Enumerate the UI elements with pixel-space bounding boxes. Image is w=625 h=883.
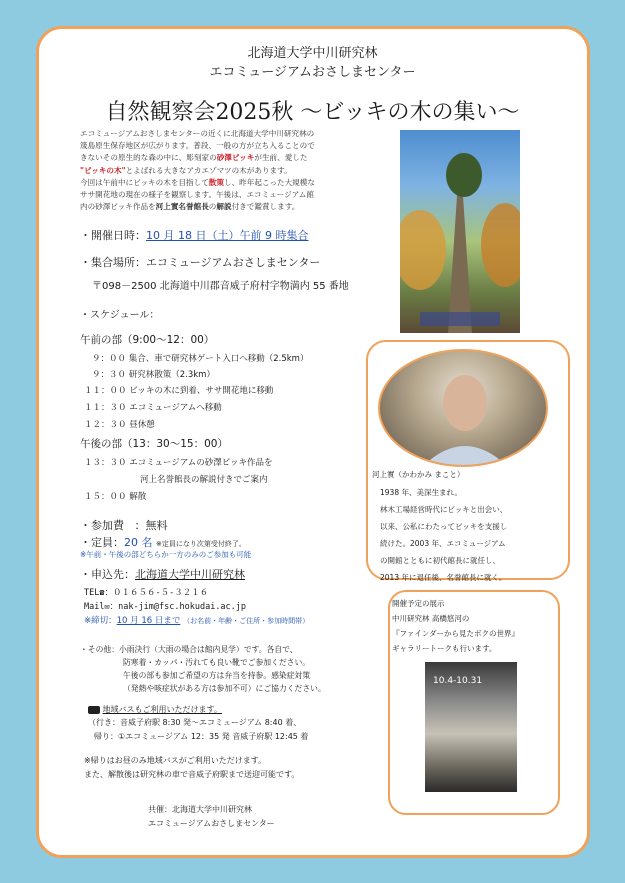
capacity-note: ※午前・午後の部どちらか一方のみのご参加も可能 — [80, 550, 252, 559]
place-label: ・集合場所：エコミュージアムおさしまセンター — [80, 256, 321, 269]
bus-line-2: 帰り：①エコミュージアム 12：35 発 音威子府駅 12:45 着 — [94, 732, 309, 741]
schedule-pm-item: １３：３０ エコミュージアムの砂澤ビッキ作品を — [84, 458, 273, 468]
schedule-am-item: ９：３０ 研究林散策（2.3km） — [92, 370, 215, 380]
bus-note-1: ※帰りはお昼のみ地域バスがご利用いただけます。 — [84, 756, 267, 765]
fee-row: ・参加費 ：無料 — [80, 519, 168, 532]
date-row: ・開催日時：10 月 18 日（土）午前 9 時集合 — [80, 229, 309, 242]
exhibition-poster: 10.4-10.31 — [425, 662, 517, 792]
schedule-pm-title: 午後の部（13：30～15：00） — [80, 438, 228, 450]
schedule-am-item: ９：００ 集合、車で研究林ゲート入口へ移動（2.5km） — [92, 354, 309, 364]
bus-note-2: また、解散後は研究林の車で音威子府駅まで送迎可能です。 — [84, 770, 300, 779]
bus-icon — [88, 706, 100, 714]
sponsor-1: 共催：北海道大学中川研究林 — [148, 805, 252, 814]
capacity-row: ・定員：20 名 ※定員になり次第受付終了。 — [80, 536, 246, 549]
schedule-am-title: 午前の部（9:00～12：00） — [80, 334, 215, 346]
page-title: 自然観察会2025秋 ～ビッキの木の集い～ — [105, 100, 520, 125]
header-center: エコミュージアムおさしまセンター — [209, 65, 416, 80]
other-notes: ・その他：小雨決行（大雨の場合は館内見学）です。各自で、 防寒着・カッパ・汚れても良い靴でご参加ください。 午後の部も参加ご希望の方は弁当を持参。感染症対策 （発熱や咳症状がある方は参加不可）にご協力ください。 — [80, 645, 326, 693]
apply-tel: TEL☎：０１６５６-５-３２１６ — [84, 588, 209, 598]
gallery-text: 開催予定の展示 中川研究林 高橋悠河の 『ファインダーから見たボクの世界』 ギャラリートークも行います。 — [392, 599, 520, 653]
apply-row: ・申込先：北海道大学中川研究林 — [80, 568, 245, 581]
schedule-am-item: １１：００ ビッキの木に到着、ササ開花地に移動 — [84, 386, 274, 396]
apply-deadline: ※締切：10 月 16 日まで （お名前・年齢・ご住所・参加時間帯） — [84, 616, 310, 626]
profile-name: 河上實（かわかみ まこと） — [372, 470, 465, 479]
bus-title-row: 地域バスもご利用いただけます。 — [88, 704, 222, 715]
schedule-am-item: １２：３０ 昼休憩 — [84, 420, 155, 430]
portrait-photo — [378, 349, 548, 467]
apply-mail: Mail✉：nak-jim@fsc.hokudai.ac.jp — [84, 602, 247, 612]
forest-tree-photo — [400, 130, 520, 333]
intro-text: エコミュージアムおさしまセンターの近くに北海道大学中川研究林の 筬島原生保存地区が広がります。普段、一般の方が立ち入ることので きないその原生的な森の中に、彫刻家の砂澤ビッキが生前、愛した "ビッキの木"とよばれる大きなアカエゾマツの木があります。 今回は午前中にビッキの木を目指して散策し、昨年起こった大規模な ササ開花地の現在の様子を観察します。午後は、エコミュージアム館 内の砂澤ビッキ作品を河上實名誉館長の解説付きで鑑賞します。 — [80, 129, 315, 212]
schedule-am-item: １１：３０ エコミュージアムへ移動 — [84, 403, 222, 413]
schedule-label: ・スケジュール： — [80, 310, 160, 321]
bus-line-1: （行き：音威子府駅 8:30 発～エコミュージアム 8:40 着、 — [88, 718, 302, 727]
schedule-pm-item-cont: 河上名誉館長の解説付きでご案内 — [140, 475, 268, 485]
place-address: 〒098－2500 北海道中川郡音威子府村字物満内 55 番地 — [92, 281, 349, 292]
sponsor-2: エコミュージアムおさしまセンター — [148, 819, 275, 828]
schedule-pm-item: １５：００ 解散 — [84, 492, 147, 502]
header-org: 北海道大学中川研究林 — [247, 46, 378, 61]
profile-text: 1938 年、美深生まれ。 林木工場経営時代にビッキと出会い、 以来、公私にわたってビッキを支援し 続けた。2003 年、エコミュージアム の開館とともに初代館長に就任し、 2013 年に退任後、名誉館長に就く。 — [380, 488, 508, 582]
